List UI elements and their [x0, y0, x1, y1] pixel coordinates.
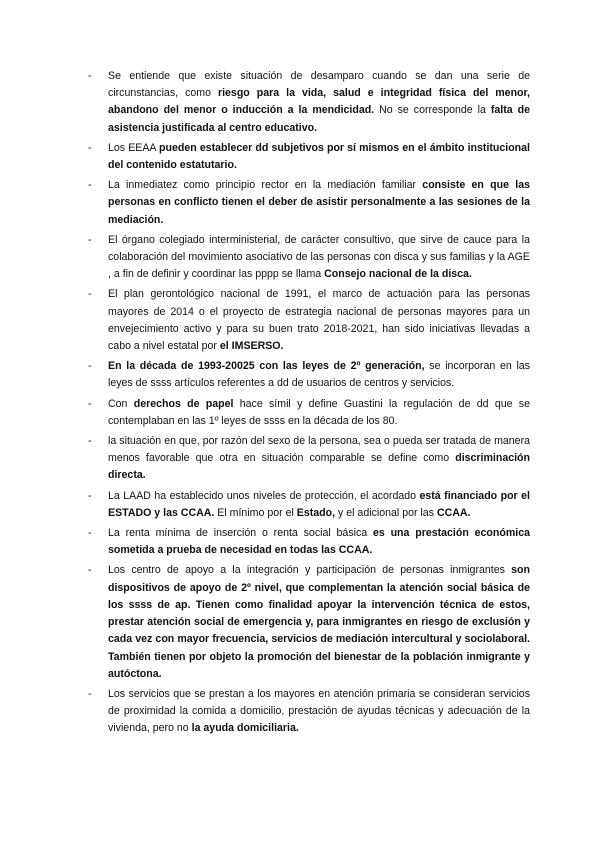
- bold-text: pueden establecer dd subjetivos por sí mismos en el ámbito institucional del contenido estatutario.: [108, 141, 530, 172]
- body-text: La inmediatez como principio rector en la mediación familiar: [108, 179, 423, 192]
- list-item: [88, 358, 530, 392]
- body-text: se incorporan en las leyes de ssss artículos referentes a dd de usuarios de centros y servicios.: [108, 360, 530, 390]
- bold-text: consiste en que las personas en conflicto tienen el deber de asistir personalmente a las sesiones de la mediación.: [108, 179, 530, 226]
- bold-text: derechos de papel: [133, 397, 234, 410]
- list-item: [88, 177, 530, 229]
- bullet-dash: -: [88, 179, 92, 192]
- bold-text: discriminación directa.: [108, 452, 530, 482]
- bold-text: Estado,: [296, 506, 336, 519]
- list-item: [88, 286, 530, 355]
- body-text: hace símil y define Guastini la regulación de dd que se contemplaban en las 1º leyes de ssss en la década de los 80.: [108, 397, 530, 427]
- bullet-dash: -: [88, 527, 92, 540]
- body-text: La LAAD ha establecido unos niveles de protección, el acordado: [108, 489, 420, 502]
- bold-text: Consejo nacional de la disca.: [324, 268, 472, 281]
- bullet-dash: -: [88, 435, 92, 448]
- bold-text: el IMSERSO.: [219, 340, 284, 353]
- bullet-dash: -: [88, 141, 92, 154]
- body-text: y el adicional por las: [335, 506, 437, 519]
- bullet-dash: -: [88, 360, 92, 373]
- list-item: [88, 140, 530, 174]
- bullet-dash: -: [88, 288, 92, 301]
- bold-text: es una prestación económica sometida a prueba de necesidad en todas las CCAA.: [108, 527, 530, 557]
- list-item: [88, 525, 530, 559]
- bold-text: está financiado por el ESTADO y las CCAA.: [108, 489, 530, 519]
- bullet-dash: -: [88, 687, 92, 700]
- bold-text: riesgo para la vida, salud e integridad física del menor, abandono del menor o inducción a la mendicidad.: [108, 87, 530, 117]
- body-text: la situación en que, por razón del sexo de la persona, sea o pueda ser tratada de manera menos favorable que otra en situación comparable se define como: [108, 435, 530, 465]
- bold-text: la ayuda domiciliaria.: [191, 722, 299, 735]
- list-item: [88, 433, 530, 485]
- bullet-list: [88, 68, 530, 741]
- list-item: [88, 488, 530, 522]
- bullet-dash: -: [88, 397, 92, 410]
- bullet-dash: -: [88, 70, 92, 82]
- body-text: El mínimo por el: [214, 506, 297, 519]
- bold-text: falta de asistencia justificada al centro educativo.: [108, 104, 530, 134]
- bullet-dash: -: [88, 489, 92, 502]
- body-text: El plan gerontológico nacional de 1991, el marco de actuación para las personas mayores de 2014 o el proyecto de estrategia nacional de personas mayores para un envejecimiento activo y para su buen trato 2018-2021, han sido iniciativas llevadas a cabo a nivel estatal por: [108, 288, 530, 353]
- body-text: La renta mínima de inserción o renta social básica: [108, 527, 373, 540]
- body-text: Los EEAA: [108, 141, 160, 154]
- list-item: [88, 396, 530, 430]
- list-item: [88, 562, 530, 682]
- list-item: [88, 232, 530, 284]
- bullet-dash: -: [88, 233, 92, 246]
- body-text: Los servicios que se prestan a los mayores en atención primaria se consideran servicios de proximidad la comida a domicilio, prestación de ayudas técnicas y adecuación de la vivienda, pero no: [108, 687, 530, 735]
- list-item: [88, 686, 530, 738]
- body-text: No se corresponde la: [374, 104, 491, 117]
- bold-text: En la década de 1993-20025 con las leyes de 2º generación,: [108, 360, 425, 373]
- body-text: Con: [108, 397, 134, 410]
- body-text: Los centro de apoyo a la integración y participación de personas inmigrantes: [108, 564, 512, 577]
- bullet-dash: -: [88, 564, 92, 577]
- body-text: El órgano colegiado interministerial, de carácter consultivo, que sirve de cauce para la colaboración del movimiento asociativo de las personas con disca y sus familias y la AGE , a fin de definir y coordinar las pppp se llama: [108, 233, 530, 281]
- list-item: [88, 68, 530, 137]
- bold-text: son dispositivos de apoyo de 2º nivel, que complementan la atención social básica de los ssss de ap. Tienen como finalidad apoyar la intervención técnica de estos, prestar atención social de emergencia y, para inmigrantes en riesgo de exclusión y cada vez con mayor frecuencia, servicios de mediación intercultural y sociolaboral. También tienen por objeto la promoción del bienestar de la población inmigrante y autóctona.: [108, 564, 530, 680]
- bold-text: CCAA.: [436, 506, 471, 519]
- body-text: Se entiende que existe situación de desamparo cuando se dan una serie de circunstancias, como: [108, 70, 530, 100]
